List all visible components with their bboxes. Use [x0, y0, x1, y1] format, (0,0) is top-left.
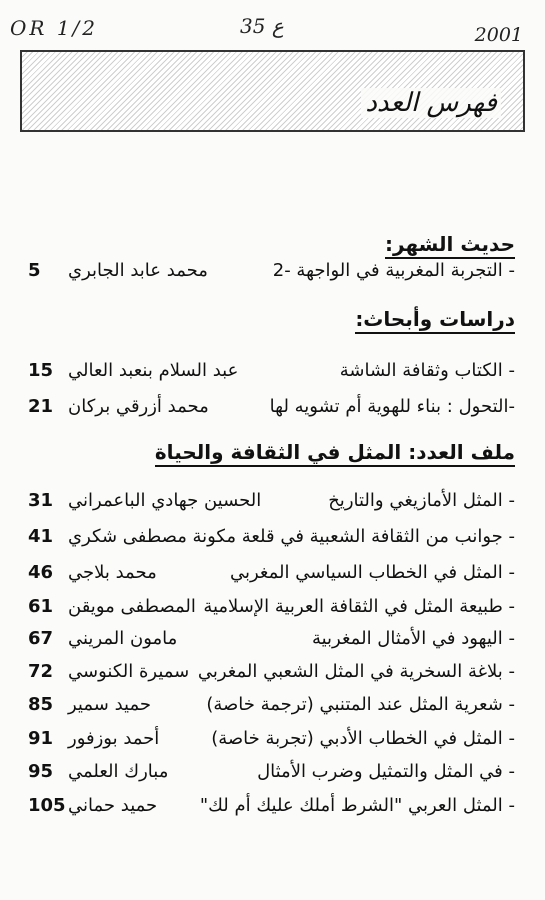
entry-page: 85 — [28, 694, 54, 715]
entry-title: - المثل الأمازيغي والتاريخ — [328, 490, 515, 511]
entry-author: عبد السلام بنعبد العالي — [68, 360, 239, 381]
section-heading-studies: دراسات وأبحاث: — [355, 307, 515, 334]
entry-page: 95 — [28, 761, 54, 782]
page-title: فهرس العدد — [361, 88, 501, 118]
toc-entry — [28, 260, 515, 290]
toc-entry — [28, 694, 515, 724]
toc-entry — [28, 526, 515, 556]
toc-entry — [28, 761, 515, 791]
entry-page: 61 — [28, 596, 54, 617]
entry-page: 31 — [28, 490, 54, 511]
entry-title: - التجربة المغربية في الواجهة -2 — [272, 260, 515, 281]
entry-title: - المثل في الخطاب السياسي المغربي — [229, 562, 515, 583]
handwritten-year: 2001 — [474, 24, 523, 46]
entry-author: حميد حماني — [68, 795, 158, 816]
entry-page: 41 — [28, 526, 54, 547]
entry-author: أحمد بوزفور — [68, 728, 160, 749]
entry-page: 91 — [28, 728, 54, 749]
toc-entry — [28, 628, 515, 658]
entry-title: - اليهود في الأمثال المغربية — [311, 628, 515, 649]
toc-entry — [28, 562, 515, 592]
entry-author: مصطفى شكري — [68, 526, 187, 547]
entry-title: -التحول : بناء للهوية أم تشويه لها — [269, 396, 515, 417]
entry-page: 21 — [28, 396, 54, 417]
toc-entry — [28, 795, 515, 825]
entry-title: - جوانب من الثقافة الشعبية في قلعة مكونة — [192, 526, 515, 547]
toc-entry — [28, 490, 515, 520]
entry-title: - الكتاب وثقافة الشاشة — [339, 360, 515, 381]
toc-entry — [28, 661, 515, 691]
entry-title: - طبيعة المثل في الثقافة العربية الإسلامية — [203, 596, 515, 617]
entry-title: - المثل العربي "الشرط أملك عليك أم لك" — [199, 795, 515, 816]
handwritten-note-left: OR 1/2 — [10, 16, 98, 40]
toc-entry — [28, 360, 515, 390]
entry-author: حميد سمير — [68, 694, 151, 715]
entry-page: 105 — [28, 795, 66, 816]
entry-author: محمد عابد الجابري — [68, 260, 208, 281]
entry-title: - شعرية المثل عند المتنبي (ترجمة خاصة) — [206, 694, 515, 715]
entry-title: - في المثل والتمثيل وضرب الأمثال — [257, 761, 515, 782]
entry-page: 15 — [28, 360, 54, 381]
section-heading-dossier: ملف العدد: المثل في الثقافة والحياة — [155, 440, 515, 467]
entry-page: 46 — [28, 562, 54, 583]
entry-page: 72 — [28, 661, 54, 682]
section-heading-month-talk: حديث الشهر: — [385, 232, 515, 259]
entry-title: - بلاغة السخرية في المثل الشعبي المغربي — [197, 661, 515, 682]
toc-entry — [28, 596, 515, 626]
entry-page: 5 — [28, 260, 41, 281]
entry-page: 67 — [28, 628, 54, 649]
toc-entry — [28, 728, 515, 758]
entry-author: محمد بلاجي — [68, 562, 157, 583]
toc-entry — [28, 396, 515, 426]
title-banner — [20, 50, 525, 132]
entry-author: مبارك العلمي — [68, 761, 169, 782]
entry-title: - المثل في الخطاب الأدبي (تجربة خاصة) — [211, 728, 515, 749]
entry-author: محمد أزرقي بركان — [68, 396, 209, 417]
entry-author: سميرة الكنوسي — [68, 661, 190, 682]
entry-author: الحسين جهادي الباعمراني — [68, 490, 262, 511]
entry-author: المصطفى مويقن — [68, 596, 196, 617]
handwritten-note-middle: 35 ع — [240, 14, 284, 38]
entry-author: مامون المريني — [68, 628, 178, 649]
